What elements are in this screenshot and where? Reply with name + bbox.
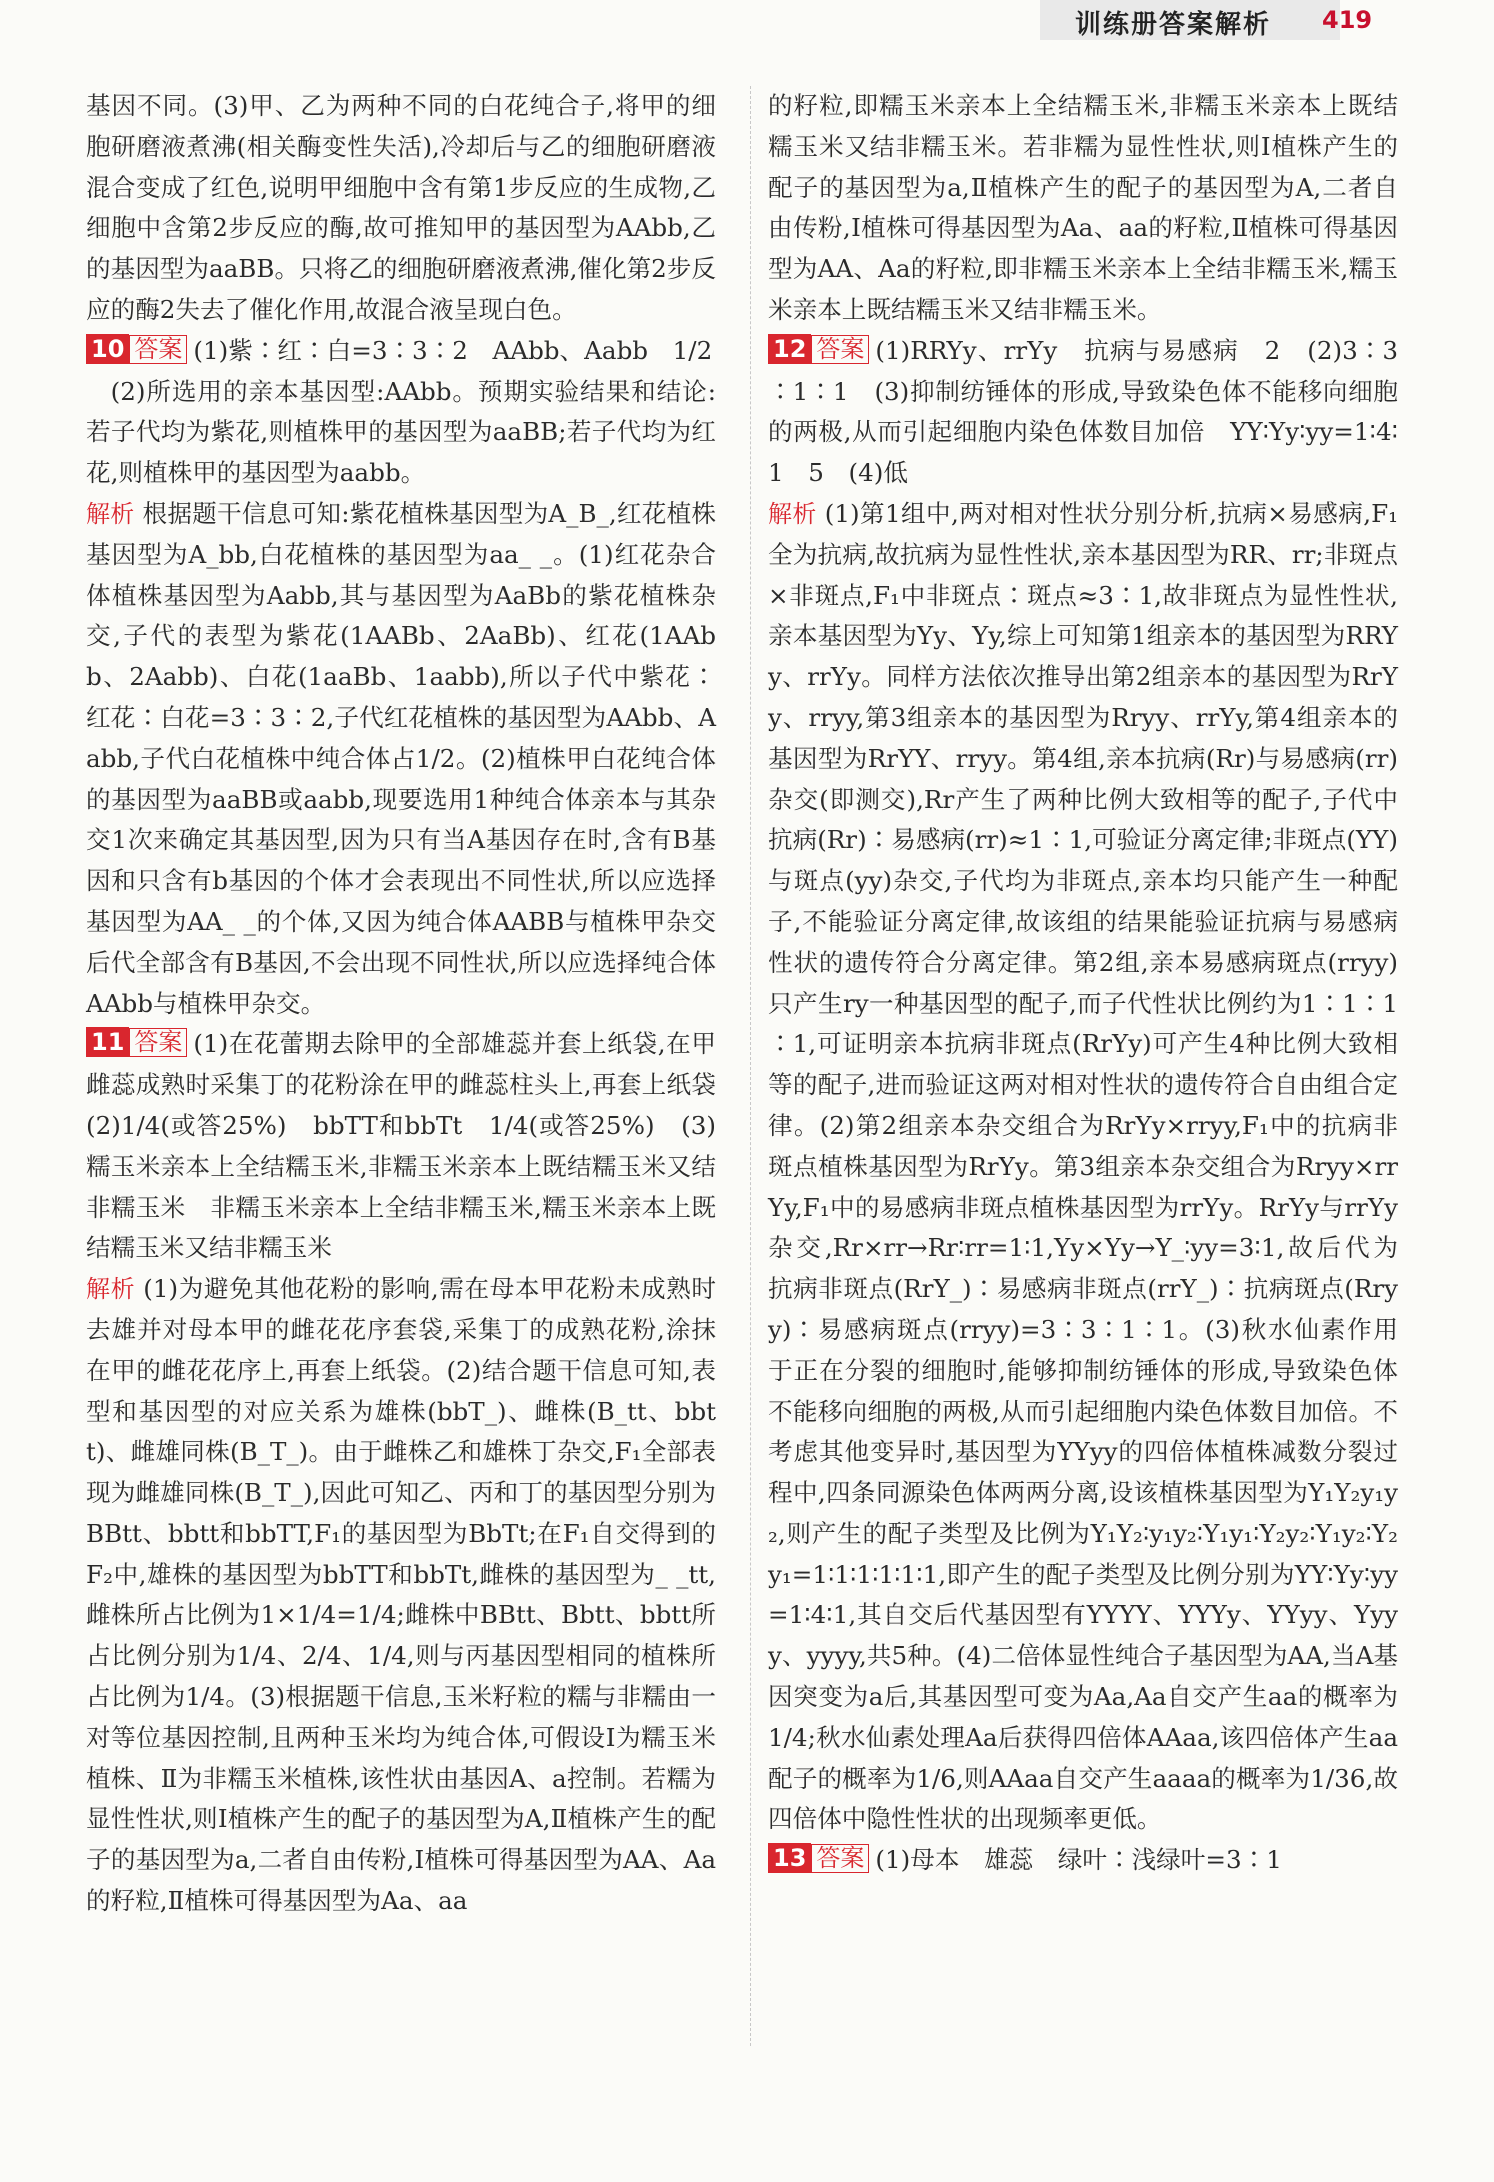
text-paragraph bbox=[86, 372, 716, 494]
paragraph-text: (1)第1组中,两对相对性状分别分析,抗病×易感病,F₁全为抗病,故抗病为显性性状,亲本基因型为RR、rr;非斑点×非斑点,F₁中非斑点∶斑点≈3∶1,故非斑点为显性性状,亲本基因型为Yy、Yy,综上可知第1组亲本的基因型为RRYy、rrYy。同样方法依次推导出第2组亲本的基因型为RrYy、rryy,第3组亲本的基因型为Rryy、rrYy,第4组亲本的基因型为RrYY、rryy。第4组,亲本抗病(Rr)与易感病(rr)杂交(即测交),Rr产生了两种比例大致相等的配子,子代中抗病(Rr)∶易感病(rr)≈1∶1,可验证分离定律;非斑点(YY)与斑点(yy)杂交,子代均为非斑点,亲本均只能产生一种配子,不能验证分离定律,故该组的结果能验证抗病与易感病性状的遗传符合分离定律。第2组,亲本易感病斑点(rryy)只产生ry一种基因型的配子,而子代性状比例约为1∶1∶1∶1,可证明亲本抗病非斑点(RrYy)可产生4种比例大致相等的配子,进而验证这两对相对性状的遗传符合自由组合定律。(2)第2组亲本杂交组合为RrYy×rryy,F₁中的抗病非斑点植株基因型为RrYy。第3组亲本杂交组合为Rryy×rrYy,F₁中的易感病非斑点植株基因型为rrYy。RrYy与rrYy杂交,Rr×rr→Rr∶rr=1∶1,Yy×Yy→Y_∶yy=3∶1,故后代为抗病非斑点(RrY_)∶易感病非斑点(rrY_)∶抗病斑点(Rryy)∶易感病斑点(rryy)=3∶3∶1∶1。(3)秋水仙素作用于正在分裂的细胞时,能够抑制纺锤体的形成,导致染色体不能移向细胞的两极,从而引起细胞内染色体数目加倍。不考虑其他变异时,基因型为YYyy的四倍体植株减数分裂过程中,四条同源染色体两两分离,设该植株基因型为Y₁Y₂y₁y₂,则产生的配子类型及比例为Y₁Y₂∶y₁y₂∶Y₁y₁∶Y₂y₂∶Y₁y₂∶Y₂y₁=1∶1∶1∶1∶1∶1,即产生的配子类型及比例分别为YY∶Yy∶yy=1∶4∶1,其自交后代基因型有YYYY、YYYy、YYyy、Yyyy、yyyy,共5种。(4)二倍体显性纯合子基因型为AA,当A基因突变为a后,其基因型可变为Aa,Aa自交产生aa的概率为1/4;秋水仙素处理Aa后获得四倍体AAaa,该四倍体产生aa配子的概率为1/6,则AAaa自交产生aaaa的概率为1/36,故四倍体中隐性性状的出现频率更低。 bbox=[768, 498, 1398, 1834]
answer-paragraph bbox=[86, 331, 716, 372]
text-paragraph bbox=[768, 86, 1398, 331]
page-header bbox=[0, 0, 1494, 52]
analysis-paragraph bbox=[86, 1269, 716, 1922]
analysis-paragraph bbox=[768, 494, 1398, 1840]
answer-number: 10 bbox=[86, 334, 129, 364]
right-column bbox=[768, 86, 1398, 1881]
paragraph-text: (1)紫∶红∶白=3∶3∶2 AAbb、Aabb 1/2 bbox=[193, 335, 713, 365]
analysis-label: 解析 bbox=[86, 499, 135, 528]
analysis-label: 解析 bbox=[86, 1275, 136, 1304]
answer-tag bbox=[86, 1027, 187, 1057]
paragraph-text: (1)RRYy、rrYy 抗病与易感病 2 (2)3∶3∶1∶1 (3)抑制纺锤体的形成,导致染色体不能移向细胞的两极,从而引起细胞内染色体数目加倍 YY∶Yy∶yy=1∶4∶1 5 (4)低 bbox=[768, 335, 1398, 488]
answer-tag bbox=[86, 334, 187, 364]
paragraph-text: 的籽粒,即糯玉米亲本上全结糯玉米,非糯玉米亲本上既结糯玉米又结非糯玉米。若非糯为显性性状,则Ⅰ植株产生的配子的基因型为a,Ⅱ植株产生的配子的基因型为A,二者自由传粉,Ⅰ植株可得基因型为Aa、aa的籽粒,Ⅱ植株可得基因型为AA、Aa的籽粒,即非糯玉米亲本上全结非糯玉米,糯玉米亲本上既结糯玉米又结非糯玉米。 bbox=[768, 91, 1398, 324]
answer-tag bbox=[768, 1843, 869, 1873]
answer-label: 答案 bbox=[129, 335, 187, 364]
paragraph-text: (1)母本 雄蕊 绿叶∶浅绿叶=3∶1 bbox=[875, 1845, 1282, 1875]
paragraph-text: (1)为避免其他花粉的影响,需在母本甲花粉未成熟时去雄并对母本甲的雌花花序套袋,采集丁的成熟花粉,涂抹在甲的雌花花序上,再套上纸袋。(2)结合题干信息可知,表型和基因型的对应关系为雄株(bbT_)、雌株(B_tt、bbtt)、雌雄同株(B_T_)。由于雌株乙和雄株丁杂交,F₁全部表现为雌雄同株(B_T_),因此可知乙、丙和丁的基因型分别为BBtt、bbtt和bbTT,F₁的基因型为BbTt;在F₁自交得到的F₂中,雄株的基因型为bbTT和bbTt,雌株的基因型为_ _tt,雌株所占比例为1×1/4=1/4;雌株中BBtt、Bbtt、bbtt所占比例分别为1/4、2/4、1/4,则与丙基因型相同的植株所占比例为1/4。(3)根据题干信息,玉米籽粒的糯与非糯由一对等位基因控制,且两种玉米均为纯合体,可假设Ⅰ为糯玉米植株、Ⅱ为非糯玉米植株,该性状由基因A、a控制。若糯为显性性状,则Ⅰ植株产生的配子的基因型为A,Ⅱ植株产生的配子的基因型为a,二者自由传粉,Ⅰ植株可得基因型为AA、Aa的籽粒,Ⅱ植株可得基因型为Aa、aa bbox=[86, 1274, 716, 1916]
paragraph-text: 根据题干信息可知:紫花植株基因型为A_B_,红花植株基因型为A_bb,白花植株的基因型为aa_ _。(1)红花杂合体植株基因型为Aabb,其与基因型为AaBb的紫花植株杂交,子代的表型为紫花(1AABb、2AaBb)、红花(1AAbb、2Aabb)、白花(1aaBb、1aabb),所以子代中紫花∶红花∶白花=3∶3∶2,子代红花植株的基因型为AAbb、Aabb,子代白花植株中纯合体占1/2。(2)植株甲白花纯合体的基因型为aaBB或aabb,现要选用1种纯合体亲本与其杂交1次来确定其基因型,因为只有当A基因存在时,含有B基因和只含有b基因的个体才会表现出不同性状,所以应选择基因型为AA_ _的个体,又因为纯合体AABB与植株甲杂交后代全部含有B基因,不会出现不同性状,所以应选择纯合体AAbb与植株甲杂交。 bbox=[86, 498, 717, 1018]
answer-tag bbox=[768, 334, 869, 364]
column-divider bbox=[750, 86, 751, 2046]
answer-paragraph bbox=[86, 1024, 741, 1269]
answer-paragraph bbox=[768, 1840, 1398, 1881]
answer-label: 答案 bbox=[811, 335, 869, 364]
paragraph-text: (2)所选用的亲本基因型:AAbb。预期实验结果和结论:若子代均为紫花,则植株甲的基因型为aaBB;若子代均为红花,则植株甲的基因型为aabb。 bbox=[86, 376, 716, 488]
analysis-label: 解析 bbox=[768, 499, 817, 528]
paragraph-text: (1)在花蕾期去除甲的全部雄蕊并套上纸袋,在甲雌蕊成熟时采集丁的花粉涂在甲的雌蕊柱头上,再套上纸袋 (2)1/4(或答25%) bbTT和bbTt 1/4(或答25%) (3)糯玉米亲本上全结糯玉米,非糯玉米亲本上既结糯玉米又结非糯玉米 非糯玉米亲本上全结非糯玉米,糯玉米亲本上既结糯玉米又结非糯玉米 bbox=[86, 1029, 741, 1263]
text-paragraph bbox=[86, 86, 716, 331]
answer-number: 13 bbox=[768, 1843, 811, 1873]
answer-label: 答案 bbox=[129, 1028, 187, 1057]
page-number: 419 bbox=[1322, 6, 1373, 34]
answer-number: 12 bbox=[768, 334, 811, 364]
left-column bbox=[86, 86, 741, 1922]
analysis-paragraph bbox=[86, 494, 716, 1024]
paragraph-text: 基因不同。(3)甲、乙为两种不同的白花纯合子,将甲的细胞研磨液煮沸(相关酶变性失活),冷却后与乙的细胞研磨液混合变成了红色,说明甲细胞中含有第1步反应的生成物,乙细胞中含第2步反应的酶,故可推知甲的基因型为AAbb,乙的基因型为aaBB。只将乙的细胞研磨液煮沸,催化第2步反应的酶2失去了催化作用,故混合液呈现白色。 bbox=[86, 91, 717, 324]
header-title: 训练册答案解析 bbox=[1075, 10, 1272, 40]
answer-number: 11 bbox=[86, 1027, 129, 1057]
answer-paragraph bbox=[768, 331, 1398, 494]
answer-label: 答案 bbox=[811, 1844, 869, 1873]
